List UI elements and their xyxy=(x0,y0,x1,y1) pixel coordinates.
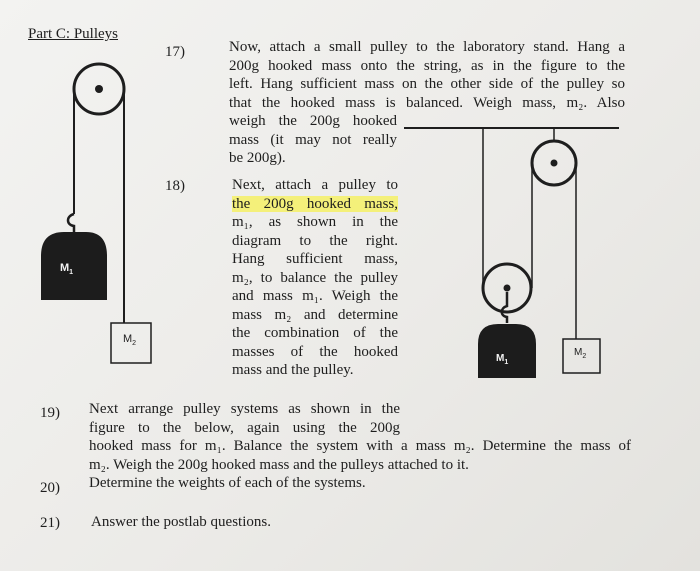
question-18-text: Next, attach a pulley to the 200g hooked mass, m₁, as shown in the diagram to the right. Hang sufficient mass, m₂, to balance the pulley and mass m₁. Weigh the mass m₂ and determine the combination of the masses of the hooked mass and the pulley. xyxy=(232,177,398,378)
right-hook xyxy=(502,292,507,323)
question-17-text: Now, attach a small pulley to the laboratory stand. Hang a 200g hooked mass onto the string, as in the figure to the left. Hang sufficient mass on the other side of the pulley so that the hooked mass is balanced. Weigh mass, m₂. Also weigh the 200g hooked mass (it may not really be 200g). xyxy=(229,39,625,166)
question-20-number: 20) xyxy=(40,480,60,496)
part-title: Part C: Pulleys xyxy=(28,26,119,42)
question-19-number: 19) xyxy=(40,405,60,421)
question-21-number: 21) xyxy=(40,515,60,531)
right-mass2-label: $M_2$ xyxy=(574,347,587,360)
left-mass1-label: $M_1$ xyxy=(60,262,74,277)
question-18-number: 18) xyxy=(165,178,185,194)
left-mass2-label: $M_2$ xyxy=(123,333,137,348)
right-mass1 xyxy=(478,324,536,378)
question-21-text: Answer the postlab questions. xyxy=(91,514,271,530)
right-mass1-label: $M_1$ xyxy=(496,353,509,366)
question-20-text: Determine the weights of each of the systems. xyxy=(89,475,366,491)
question-19-text: Next arrange pulley systems as shown in the figure to the below, again using the 200g hooked mass for m₁. Balance the system with a mass m₂. Determine the mass of m₂. Weigh the 200g hooked mass and the pulleys attached to it. xyxy=(89,401,631,473)
highlight: the 200g hooked mass, xyxy=(232,195,398,212)
question-17-number: 17) xyxy=(165,44,185,60)
right-lower-pulley-axle xyxy=(504,285,511,292)
